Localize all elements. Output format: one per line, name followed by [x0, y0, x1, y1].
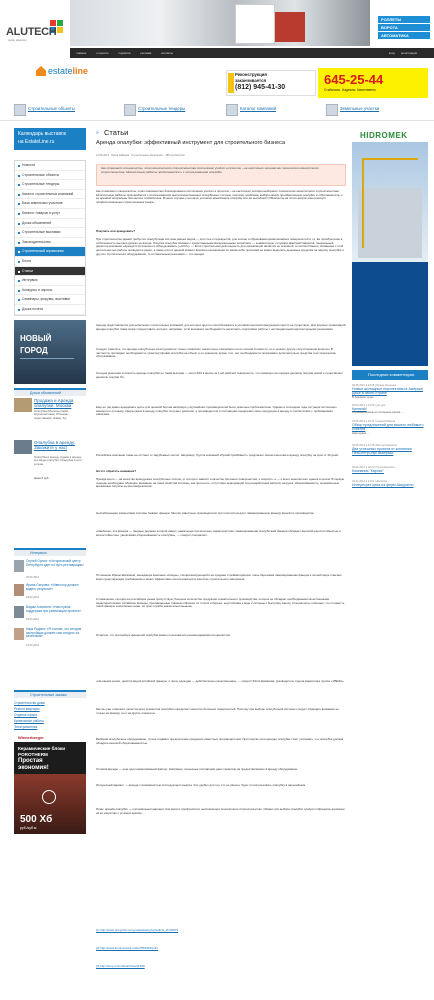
banner-line2: заканчивается — [235, 78, 266, 83]
board-text: Опалубка (Мелкощитовая, Крупнощитовая, Объемно-переставная). Новая, б/у. — [34, 409, 69, 420]
article-paragraph: Как отмечают специалисты, этап повсеместно доминирования постепенно уходит в прошлое – не настолько сегодня выбирают технологию монолитного строительства. Монолитные работы производятся с использованием высококачественных опалубочных систем, поэтому проблемы выбора между приобретением опалубки в собственность и ее арендой актуальны для многих подрядчиков. В каких случаях и на каких условиях арендовать опалубку все же выгоднее? Объяснить на этот вопрос нам помогут профессиональные строительные рынка. — [96, 190, 343, 205]
comment-text: Стройматериалы в последнее время ... — [352, 410, 404, 415]
comment-item — [352, 466, 428, 473]
order-link[interactable]: Строительство дома — [14, 701, 45, 705]
article-paragraph: По мнению Ирины Шапкиной, менеджера компании «Алиды», специализирующейся на продаже стройматериалов, лишь березовая ламинированная фанера в полной мере отвечает всем существующим требованиям и может эффективно использоваться в качестве строительного материала. — [96, 574, 342, 581]
interview-title[interactable]: Вадим Алексеев: «Нам нужна поддержка при реализации проекта» — [26, 605, 82, 613]
comment-title[interactable]: Интересует цена на ферм Аккуратно — [352, 483, 414, 488]
building-icon — [14, 104, 26, 116]
top-navbar — [70, 48, 434, 58]
house-icon — [36, 66, 46, 76]
orders-list — [14, 700, 86, 730]
avatar — [14, 560, 24, 572]
article-subheading: На что обратить внимание? — [96, 470, 137, 473]
header-photo — [70, 0, 370, 46]
logo-subtitle: проф. комплект — [8, 39, 27, 42]
logo-text: ALUTECH — [6, 26, 57, 38]
article-paragraph: Российские компании также не отстают от зарубежных коллег. Например, Группа компаний «ПромСтройИнвест» предлагает своим клиентам в аренду опалубку на срок от 30 дней. — [96, 454, 339, 457]
logo-square-green — [57, 20, 63, 26]
article-subheading: Покупать или арендовать? — [96, 230, 136, 233]
comment-item — [352, 384, 428, 399]
novy-gorod-banner[interactable] — [14, 320, 86, 384]
left-menu — [14, 160, 86, 316]
nav-subscribe[interactable]: подписка — [118, 51, 131, 55]
source-link[interactable]: [1] http://www.stroypuls.ru/vypusk/detail.php?article_id=36073 — [96, 928, 179, 932]
left-menu-item[interactable]: База земельных участков — [15, 199, 85, 209]
board-title[interactable]: Опалубка в аренду. Закажите у нас! — [34, 440, 76, 450]
nav-login-register — [389, 48, 417, 58]
left-menu-item[interactable]: Интервью — [15, 276, 85, 286]
left-menu-item[interactable]: Строительный справочник — [15, 247, 85, 257]
catalog-icon — [226, 104, 238, 116]
menu-rollety[interactable]: РОЛЛЕТЫ — [378, 16, 430, 23]
board-thumbnail — [14, 398, 32, 412]
left-menu-item[interactable]: Статьи — [15, 267, 85, 277]
comment-date: 05.05.2014 в 14:00 | gor-geo — [352, 404, 386, 407]
interview-title[interactable]: Ирина Озерова: «Инвестор должен видеть результат» — [26, 583, 79, 591]
section-heading — [96, 128, 346, 138]
building-image — [235, 4, 275, 44]
interview-item[interactable] — [14, 628, 86, 652]
left-menu-item[interactable]: Строительные тендеры — [15, 180, 85, 190]
crane-image — [362, 158, 364, 248]
board-title[interactable]: Продажа и Аренда опалубки. Москва — [34, 398, 74, 408]
article-paragraph: Аренда представляется для небольших строительных компаний, для которых другого способа выжить в условиях высокой конкуренции просто не существует. Для крупных организаций аренда опалубки также может предоставить интерес, например, если возникнет необходимость выполнить оперативно работы с нестандартными архитектурными решениями. — [96, 324, 346, 331]
comment-title[interactable]: Крепкий! — [352, 407, 367, 412]
hidromek-lower-panel — [352, 262, 428, 366]
article-paragraph: Сегодня рыночная стоимость аренды опалубки не такая высокая — около $10 в месяц за 1 м2 рабочей поверхности, что примерно на порядок дешевле покупки новой и существенно дешевле покупки б/у. — [96, 372, 343, 379]
banner-reconstruction[interactable] — [226, 70, 316, 96]
subnav-objects-label: Строительные объекты — [28, 106, 75, 111]
board-price: Цена 0 руб. — [34, 476, 50, 480]
comment-date: 06.05.2014 в 13:05 | Ирина Ильченко — [352, 384, 397, 387]
menu-avtomatika[interactable]: АВТОМАТИКА — [378, 32, 430, 39]
board-item[interactable] — [14, 440, 86, 486]
wien-brand: Wienerberger — [18, 735, 44, 740]
banner-icon — [228, 73, 234, 93]
article-paragraph: Условия аренды — еще один немаловажный фактор. Например, серьезные поставщики дают гарантию на предоставляемое в аренду оборудование. — [96, 768, 299, 771]
left-menu-item[interactable]: Строительные выставки — [15, 228, 85, 238]
article-title: Аренда опалубки: эффективный инструмент для строительного бизнеса — [96, 140, 286, 146]
wien-line3: Простая — [18, 758, 43, 764]
play-icon[interactable] — [42, 790, 56, 804]
article-paragraph: При строительстве зданий требуется опалубочная система разных видов — для стен и перекрытий, для колонн и образования криволинейных поверхностей и т.д. Ее приобретение в собственность выгодно далеко не всегда. Покупка опалубки связана с существенными материальными затратами, — комментирует ситуацию Дмитрий Гаврилов, генеральный директор компании «Аренда Строительного Оборудования» (»АСО»). — Если строительная деятельность для организации является не основной, а соответственно, связанные с этой деятельностью работы проводятся редко, а также если в данный момент времени организация по каким-либо причинам не может выделить денежные средства на закупку опалубки и другого строительного оборудования, то оптимальным решением — это аренда. — [96, 238, 344, 256]
comment-title[interactable]: Компания "Карнис" — [352, 469, 384, 474]
banner2-subtitle: Стабильно. Надежно. Качественно — [324, 88, 376, 92]
article-paragraph: Интересный вариант — аренда с возможностью последующего выкупа. Это удобно для тех, кто не уверен, будет ли использовать опалубку в дальнейшем. — [96, 784, 306, 787]
crane-arm-image — [362, 158, 418, 160]
left-menu-item[interactable]: Законодательство — [15, 238, 85, 248]
article-paragraph: Отметим, что при выборе фанерной опалубки можно пользоваться рекомендациями специалистов. — [96, 634, 231, 637]
section-bullet-icon: » — [96, 130, 99, 136]
article-paragraph: Нестабильными элементами системы бывают фанера. Многие известные производители при этом используют ламинированную фанеру финского производства. — [96, 512, 315, 515]
brick-image — [14, 774, 86, 834]
comments-header: Последние комментарии — [352, 370, 428, 380]
order-link[interactable]: Ремонт квартиры — [14, 707, 40, 711]
nav-home[interactable]: главная — [76, 51, 87, 55]
banner-line1: Реконструкция — [235, 72, 267, 77]
left-menu-item[interactable]: Доска объявлений — [15, 219, 85, 229]
interview-item[interactable] — [14, 584, 86, 606]
nav-contacts[interactable]: контакты — [161, 51, 173, 55]
logo-part-b: line — [72, 66, 89, 76]
building-image-red — [275, 12, 305, 42]
article-meta: 21.05.2014 · Юлия Зайцева · Строительные материалы · 185 просмотров — [96, 154, 185, 157]
estateline-logo[interactable] — [36, 66, 96, 78]
left-banner-line1: НОВЫЙ — [20, 334, 52, 343]
order-link[interactable]: Электромонтаж — [14, 725, 38, 729]
wien-currency: руб./куб.м — [20, 826, 37, 830]
article-paragraph: Прежде всего — на качество арендуемых опалубочных систем, от которого зависит и качество бетонных поверхностей, и скорость, и — и всего монолитного здания в целом. В первую очередь необходимо обращать внимание на такие свойства системы, как прочность, отсутствие деформаций под воздействием рабочих нагрузок, оборачиваемость, минимальные временные затраты на монтаж/демонтаж. — [96, 478, 345, 489]
wienerberger-banner[interactable] — [14, 734, 86, 834]
interview-date: 16.04.2014 — [26, 644, 39, 647]
left-menu-item[interactable]: Доска почета — [15, 305, 85, 315]
subnav-land-label: Земельные участки — [340, 106, 380, 111]
source-link[interactable]: [2] http://www.kommersant.ru/doc/563964/print — [96, 946, 159, 950]
nav-about[interactable]: о проекте — [96, 51, 109, 55]
interview-title[interactable]: Кира Родина: «Я считаю, что сегодня застройщик должен сам следить за качеством» — [26, 627, 82, 639]
comment-item — [352, 404, 428, 415]
header-right-menu — [378, 16, 430, 40]
divider — [0, 120, 434, 121]
banner-phone-yellow[interactable] — [318, 68, 428, 98]
logo-part-a: estate — [48, 66, 73, 76]
section-title: Статьи — [104, 128, 129, 137]
wien-header — [14, 734, 86, 742]
banner2-phone: 645-25-44 — [324, 72, 384, 87]
board-text: Опалубка в аренду. Сдаём в аренду все виды опалубки. Опалубка стен и колонн. — [34, 455, 82, 466]
comment-item — [352, 480, 428, 487]
comment-text: В Америке цены ... — [352, 394, 377, 399]
boards-header[interactable]: Доска объявлений — [14, 388, 86, 396]
nav-ads[interactable]: реклама — [140, 51, 152, 55]
article-paragraph: Итак, аренда опалубки — оптимальный вариант для многих предприятий, выполняющих монолитное строительство. Однако при выборе опалубки следует обращать внимание на ее качество и условия аренды. — [96, 808, 345, 815]
board-item[interactable] — [14, 398, 86, 438]
article-paragraph: Следует заметить, что аренда опалубочных конструкций не только позволяет значительно сэкономить на их полной стоимости, но и решает другие сопутствующие вопросы. В частности, пропадает необходимость транспортировки опалубки на объект и ее хранения, кроме того, нет необходимости затрачивать дополнительно средства и на технические обслуживание. — [96, 348, 336, 359]
estateline-logo-text — [48, 66, 88, 76]
interview-item[interactable] — [14, 606, 86, 628]
interview-item[interactable] — [14, 560, 86, 582]
wien-line4: экономия! — [18, 765, 49, 771]
avatar — [14, 606, 24, 618]
interviews-header[interactable]: Интервью — [14, 548, 86, 556]
interview-date: 18.04.2014 — [26, 618, 39, 621]
tender-icon — [124, 104, 136, 116]
left-banner-line — [20, 358, 74, 359]
menu-vorota[interactable]: ВОРОТА — [378, 24, 430, 31]
hidromek-brand: HIDROMEK — [360, 131, 408, 140]
hidromek-header — [352, 128, 428, 142]
comment-date: 30.04.2014 в 10:20 | Ольга Ерохина — [352, 466, 395, 469]
comment-item — [352, 444, 428, 456]
article-paragraph: «Наиболее, эта фанера — твердые деревья которой имеют уникальные прочностные характеристики: ламинированная опалубочная фанера обладает высокой износостойкостью и влагостойкостью, увеличивая оборачиваемость опалубки», — говорит специалист. — [96, 530, 341, 537]
comment-date: 29.04.2014 в 14:01 | Дмитрий — [352, 480, 387, 483]
wien-price: 500 Хб — [20, 814, 53, 825]
comment-title[interactable]: Обзор предложений для вашего любимого клиента — [352, 423, 424, 432]
left-menu-item[interactable]: Каталог товаров и услуг — [15, 209, 85, 219]
left-banner-line2: ГОРОД — [20, 346, 48, 355]
board-thumbnail — [14, 440, 32, 454]
article-paragraph: Выбирая опалубочное оборудование, лучше отдавать предпочтение продукции известных производителей. При покупке (или аренде) опалубки стоит учитывать, что опалубка должна обладать высокой оборачиваемостью. — [96, 738, 344, 745]
avatar — [14, 628, 24, 640]
calendar-banner[interactable] — [14, 128, 86, 150]
interview-date: 23.04.2014 — [26, 596, 39, 599]
left-menu-item[interactable]: Конкурсы и опросы — [15, 286, 85, 296]
comment-item — [352, 420, 428, 435]
orders-header[interactable]: Строительные заказы — [14, 690, 86, 698]
alutech-logo[interactable] — [6, 20, 66, 42]
comment-title[interactable]: Новые жилищные перспективы в Америке Даже в своей стране — [352, 387, 423, 396]
order-link[interactable]: Отделка офиса — [14, 713, 37, 717]
logo-square-yellow — [57, 27, 63, 33]
calendar-line1: Календарь выставок — [18, 131, 66, 137]
nav-login[interactable]: вход — [388, 51, 395, 55]
interview-title[interactable]: Сергей Орлов: «Исторический центр Петербурга идет по пути реставрации» — [26, 559, 84, 567]
subnav-tenders-label: Строительные тендеры — [138, 106, 186, 111]
wien-line1: Керамические блоки — [18, 746, 66, 751]
avatar — [14, 584, 24, 596]
banner-phone: (812) 945-41-30 — [235, 84, 286, 91]
article-paragraph: Еще не так давно арендовать щиты для целевой бетона напрямую у крупнейших производителей было довольно проблематично. Однако в последние годы ситуация постепенно меняется к лучшему, сфера сдачи в аренду опалубки получает развитие, и производители и поставщики предлагают свою продукцию в аренду в соответствии с требованиями заказчика. — [96, 406, 337, 417]
land-icon — [326, 104, 338, 116]
interview-date: 25.04.2014 — [26, 576, 39, 579]
comment-date: 02.05.2014 в 21:55 | Виктор Шумилов — [352, 444, 397, 447]
left-menu-item[interactable]: Семинары, форумы, выставки — [15, 295, 85, 305]
left-menu-item[interactable]: Строительные объекты — [15, 171, 85, 181]
comment-text: Нам нужна ... — [352, 430, 370, 435]
comment-title[interactable]: Два успешных проекта от компании ПеаСентрОпус выигрыш — [352, 447, 412, 456]
subnav-catalog-label: Каталог компаний — [240, 106, 276, 111]
article-paragraph: Как мы уже отмечали, качество всех элементов опалубки определяет качество бетонных поверхностей. Поэтому при выборе опалубочной системы следует обращать внимание не только на фанеру, но и на другие элементы. — [96, 708, 339, 715]
comment-date: 03.05.2014 в 18:14 | Андрей Павлов — [352, 420, 396, 423]
order-link[interactable]: Кровельные работы — [14, 719, 44, 723]
calendar-line2: на EstateLine.ru — [18, 139, 55, 145]
building-image — [358, 188, 422, 258]
article-lead: Как отмечают специалисты, этап монолитного строительства постепенно уходит в прошлое – не настолько экономичен технология монолитного строительства. Монолитные работы продолжаются и с использованием опалубки. — [96, 164, 346, 186]
article-paragraph: К сожалению, сегодня на российском рынке присутствует большое количество продукции сомнительного производства, которое не обладает необходимыми качественными характеристиками. Китайские фанеры, произведенные главным образом, из тополя и березы, неустойчивы к воде и склонны к быстрому износу. Специалисты отмечают, что стоимость такой фанеры значительно ниже, но срок службы значительно меньше. — [96, 598, 345, 609]
article-paragraph: «На нашем рынке, десятки видов китайской фанеры, и лишь одна-две — действительно качественная», — говорит Юлия Ермакова, руководитель отдела маркетинга группы «УВЕЗА». — [96, 680, 345, 683]
wien-line2: POROTHERM — [18, 752, 48, 757]
left-menu-item[interactable]: Блоги — [15, 257, 85, 267]
source-link[interactable]: [3] http://sroy-prof.info/archive/11338 — [96, 964, 145, 968]
hidromek-banner[interactable] — [352, 128, 428, 366]
nav-register[interactable]: регистрация — [400, 51, 417, 55]
left-menu-item[interactable]: Каталог строительных компаний — [15, 190, 85, 200]
left-menu-item[interactable]: Новости — [15, 161, 85, 171]
